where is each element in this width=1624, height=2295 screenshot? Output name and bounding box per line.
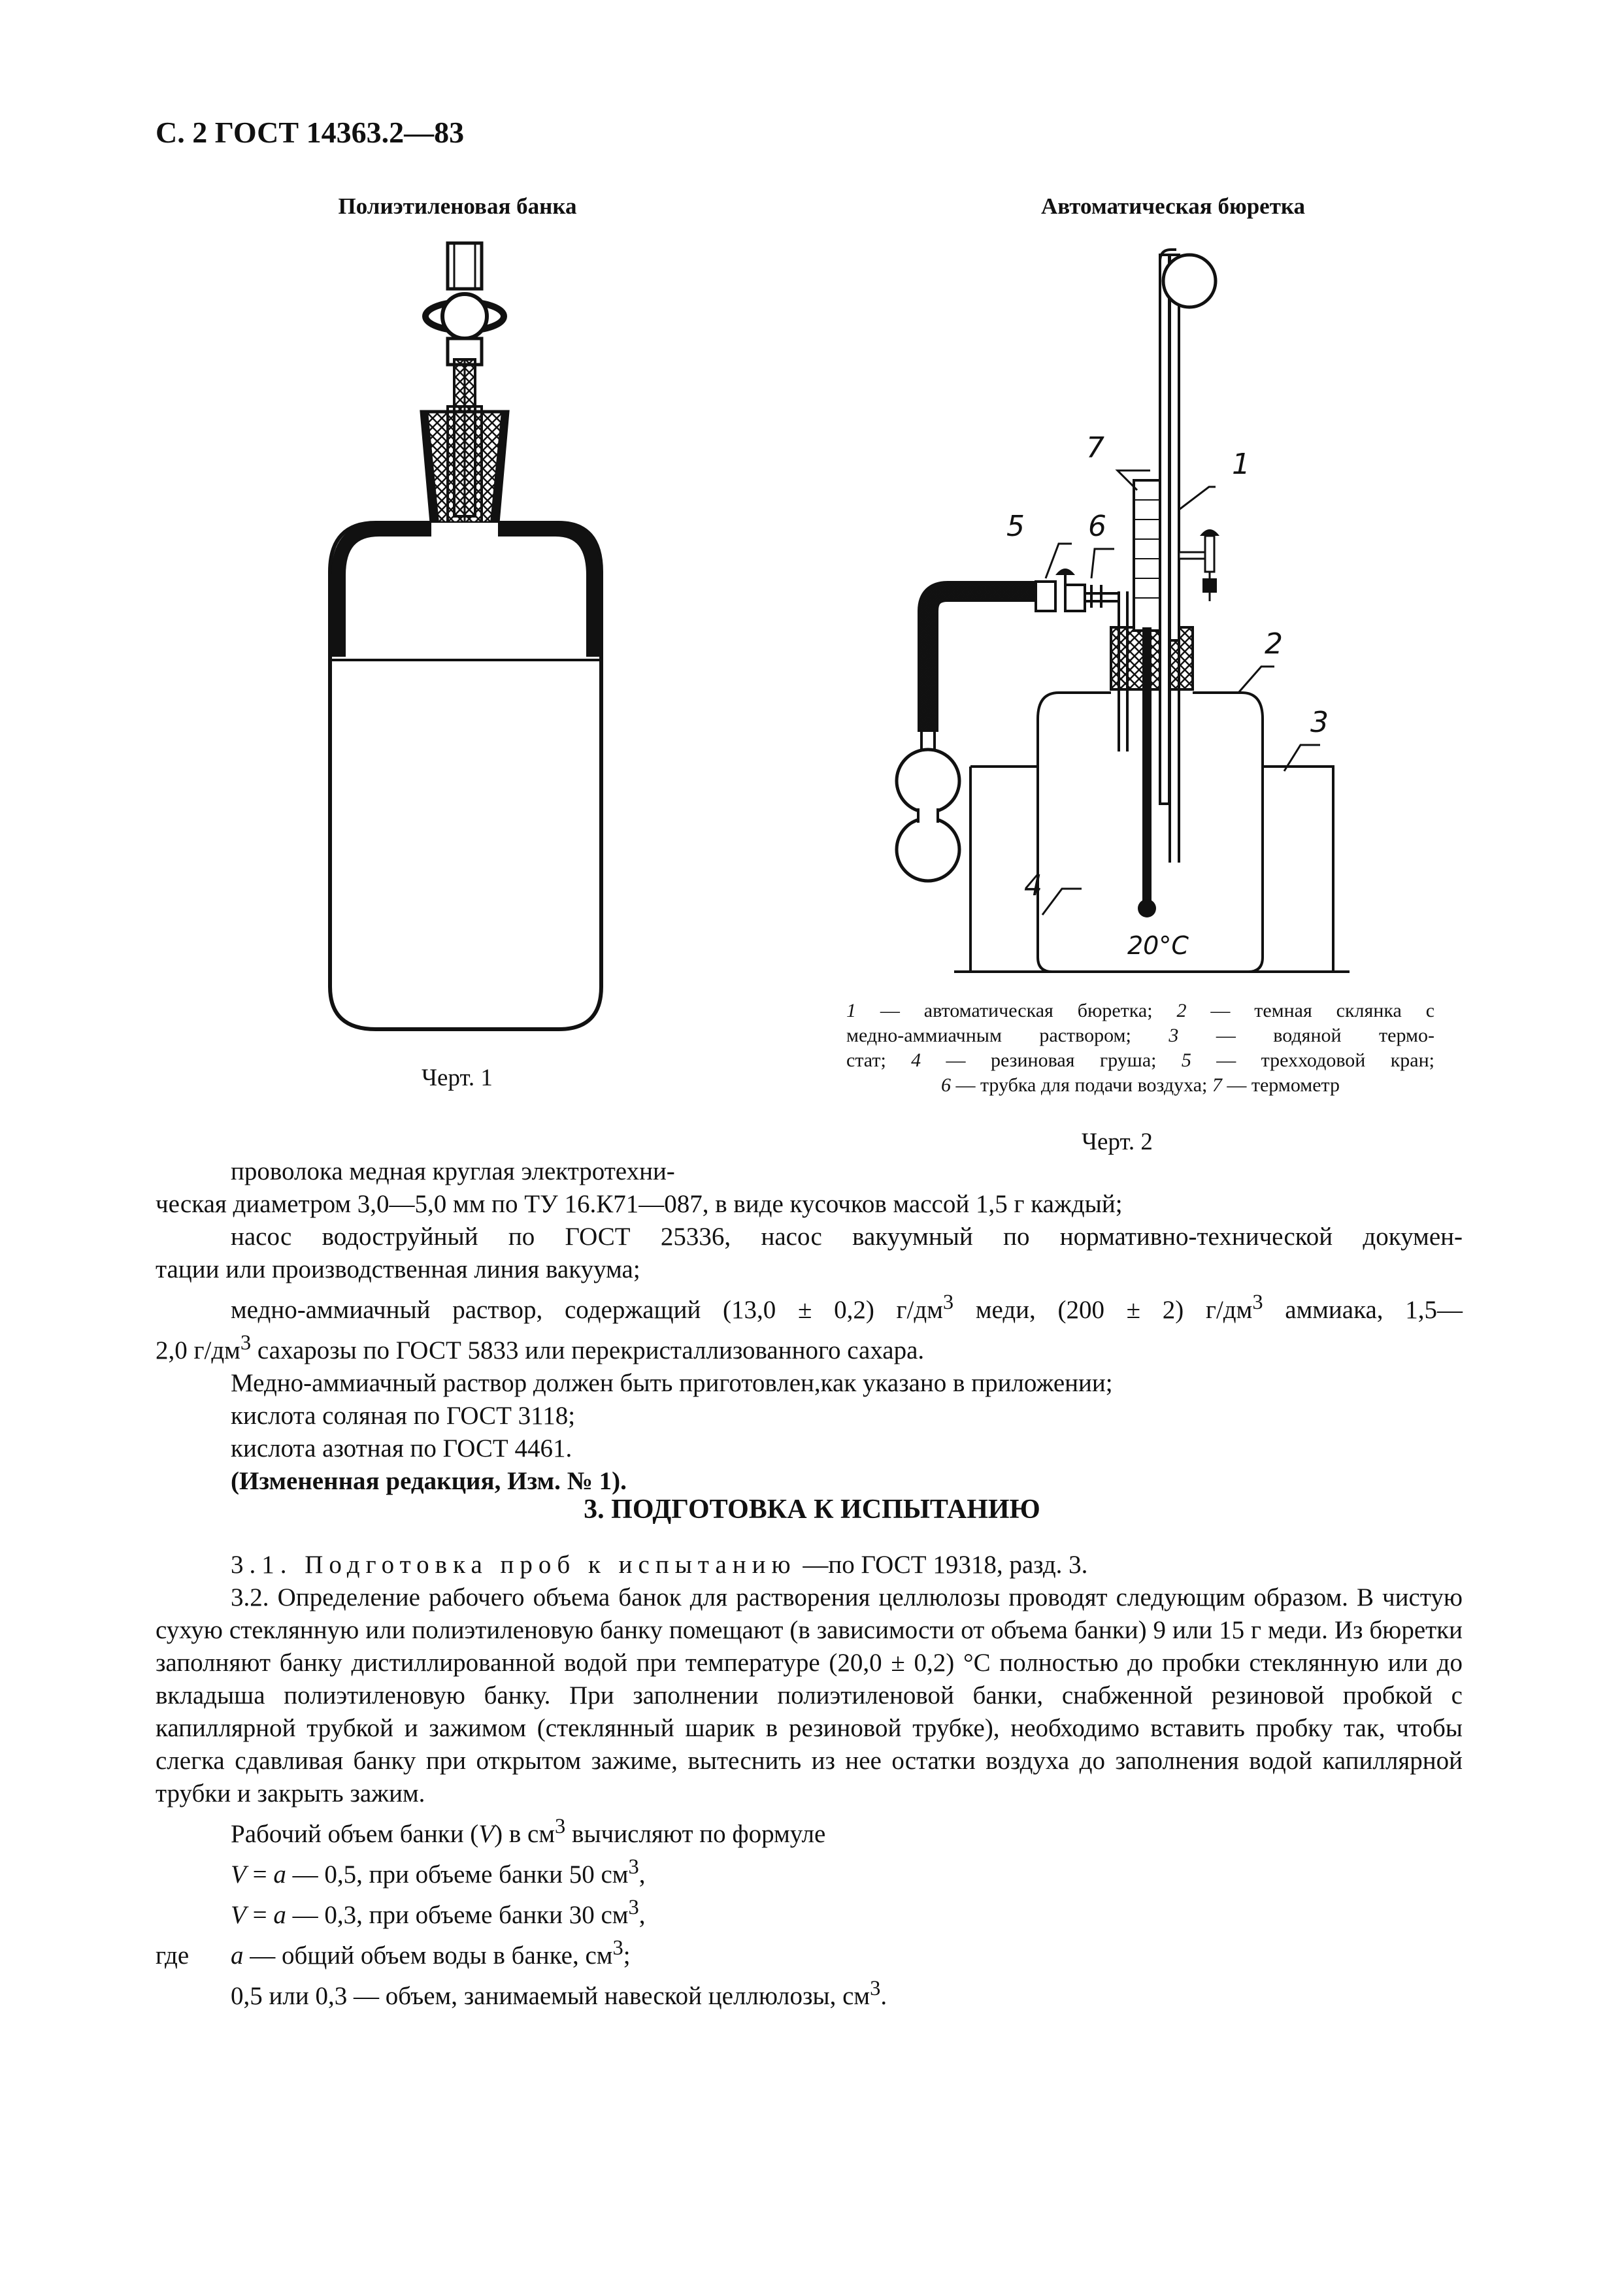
hno3-line: кислота азотная по ГОСТ 4461. bbox=[231, 1434, 572, 1462]
where-line: где a — общий объем воды в банке, $см^3$; bbox=[156, 1936, 631, 1970]
section3-title: 3. ПОДГОТОВКА К ИСПЫТАНИЮ bbox=[584, 1494, 1040, 1525]
label-1: 1 bbox=[1232, 448, 1250, 481]
para-3-1: 3.1. Подготовка проб к испытанию —по ГОСТ 19318, разд. 3. bbox=[231, 1551, 1088, 1579]
materials-list bbox=[156, 1155, 1463, 1498]
temperature-label: 20°C bbox=[1127, 931, 1189, 960]
amendment-note: (Измененная редакция, Изм. № 1). bbox=[231, 1467, 627, 1495]
figure2-legend: 1 — автоматическая бюретка; 2 — темная склянка с медно-аммиачным раствором; 3 — водяной термо- стат; 4 — резиновая груша; 5 — трехходовой кран; 6 — трубка для подачи воздуха; 7 — термометр bbox=[846, 1000, 1435, 1096]
hcl-line: кислота соляная по ГОСТ 3118; bbox=[231, 1402, 576, 1430]
formula-1: V = a — 0,5, при объеме банки 50 $см^3$, bbox=[231, 1855, 646, 1889]
label-4: 4 bbox=[1024, 869, 1042, 902]
label-5: 5 bbox=[1006, 510, 1025, 543]
solution-line1: медно-аммиачный раствор, содержащий (13,0 ± 0,2) $г/дм^3$ меди, (200 ± 2) $г/дм^3$ аммиака, 1,5— bbox=[231, 1291, 1463, 1324]
last-line: 0,5 или 0,3 — объем, занимаемый навеской целлюлозы, $см^3$. bbox=[231, 1977, 887, 2010]
label-2: 2 bbox=[1265, 627, 1283, 661]
label-7: 7 bbox=[1086, 431, 1104, 465]
wire-line1: проволока медная круглая электротехни- bbox=[231, 1157, 675, 1185]
wire-line2: ческая диаметром 3,0—5,0 мм по ТУ 16.К71—087, в виде кусочков массой 1,5 г каждый; bbox=[156, 1190, 1123, 1218]
figure1-caption: Черт. 1 bbox=[422, 1065, 493, 1091]
section3-body bbox=[156, 1549, 1463, 2013]
figure2-burette-drawing bbox=[869, 235, 1412, 987]
formula-2: V = a — 0,3, при объеме банки 30 $см^3$, bbox=[231, 1896, 646, 1929]
pump-line1: насос водоструйный по ГОСТ 25336, насос вакуумный по нормативно-технической докумен- bbox=[231, 1223, 1463, 1251]
preparation-note: Медно-аммиачный раствор должен быть приготовлен,как указано в приложении; bbox=[231, 1369, 1113, 1397]
label-6: 6 bbox=[1088, 510, 1106, 543]
figure2-caption: Черт. 2 bbox=[1082, 1129, 1153, 1155]
figure1-title: Полиэтиленовая банка bbox=[338, 193, 577, 219]
para-3-2: 3.2. Определение рабочего объема банок для растворения целлюлозы проводят следующим образом. В чистую сухую стеклянную или полиэтиленовую банку помещают (в зависимости от объема банки) 9 или 15 г меди. Из бюретки заполняют банку дистиллированной водой при температуре (20,0 ± 0,2) °С полностью до пробки стеклянную или до вкладыша полиэтиленовую банку. При заполнении полиэтиленовой банки, снабженной резиновой пробкой с капиллярной трубкой и зажимом (стеклянный шарик в резиновой трубке), необходимо вставить пробку так, чтобы слегка сдавливая банку при открытом зажиме, вытеснить из нее остатки воздуха до заполнения водой капиллярной трубки и закрыть зажим. bbox=[156, 1583, 1463, 1808]
solution-line2: 2,0 $г/дм^3$ сахарозы по ГОСТ 5833 или перекристаллизованного сахара. bbox=[156, 1331, 925, 1364]
formula-intro: Рабочий объем банки (V) в $см^3$ вычисляют по формуле bbox=[231, 1815, 826, 1848]
page-header: С. 2 ГОСТ 14363.2—83 bbox=[156, 116, 465, 149]
figure2-title: Автоматическая бюретка bbox=[1040, 193, 1306, 219]
figure1-jar-drawing bbox=[314, 235, 614, 1052]
label-3: 3 bbox=[1310, 706, 1329, 739]
pump-line2: тации или производственная линия вакуума; bbox=[156, 1255, 640, 1283]
